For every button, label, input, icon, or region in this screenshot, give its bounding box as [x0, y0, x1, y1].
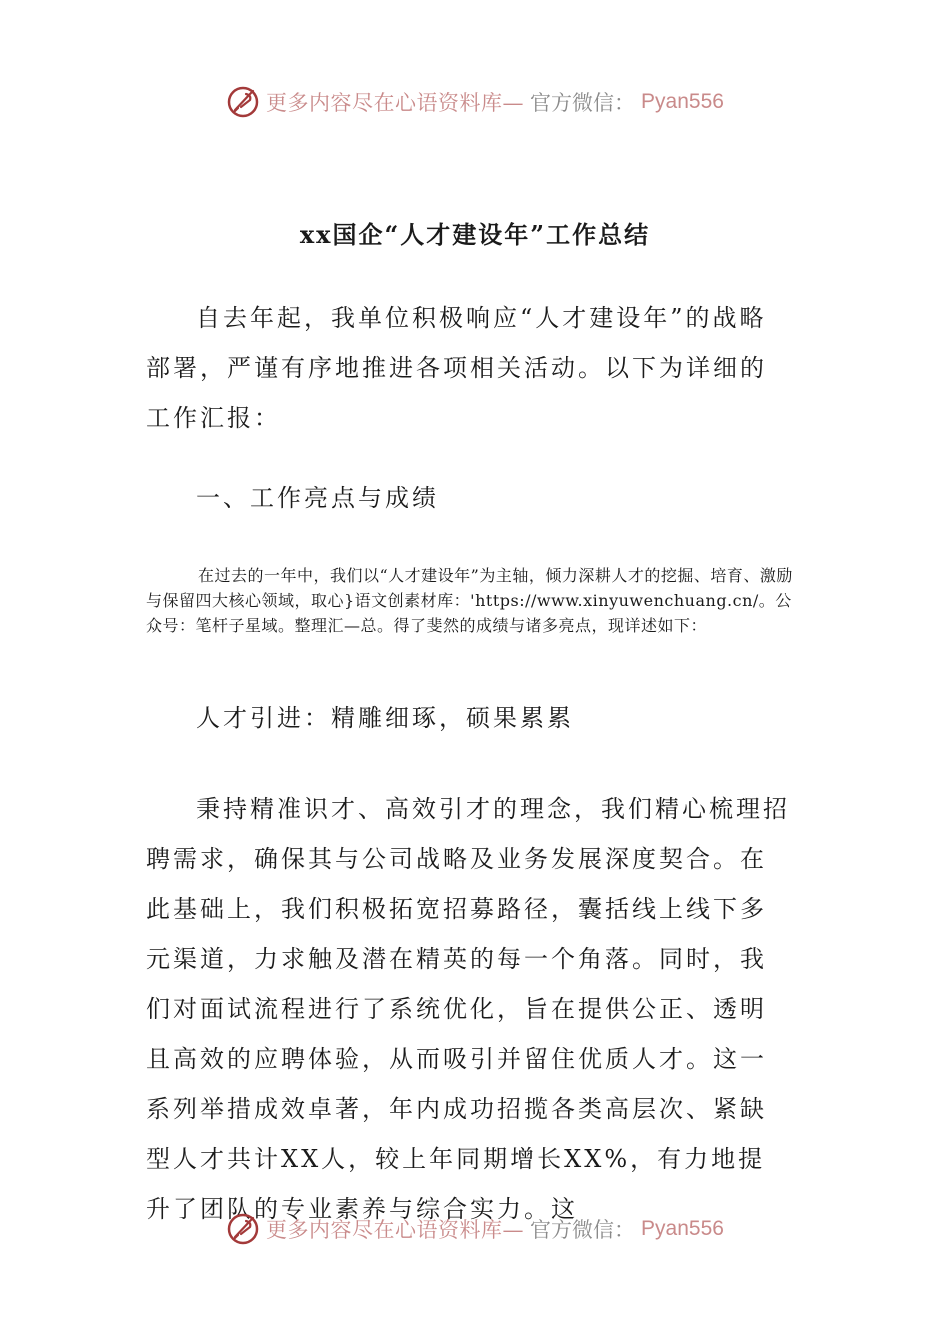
quill-logo-icon: [226, 85, 260, 119]
section-paragraph-achievements: 在过去的一年中，我们以“人才建设年”为主轴，倾力深耕人才的挖掘、培育、激励与保留四大核心领域，取心}语文创素材库：'https://www.xinyuwenchuang.cn/。公众号：笔杆子星域。整理汇—总。得了斐然的成绩与诸多亮点，现详述如下：: [146, 566, 793, 635]
banner-wechat-label: 官方微信：: [530, 1218, 636, 1242]
banner-wechat-id: Pyan556: [641, 90, 724, 113]
intro-paragraph: 自去年起，我单位积极响应“人才建设年”的战略部署，严谨有序地推进各项相关活动。以下为详细的工作汇报：: [146, 304, 767, 432]
subsection-heading-talent-introduction: 人才引进：精雕细琢，硕果累累: [196, 704, 574, 732]
banner-site-text: 更多内容尽在心语资料库—: [266, 1218, 525, 1242]
document-title: xx国企“人才建设年”工作总结: [299, 220, 651, 249]
banner-site-text: 更多内容尽在心语资料库—: [266, 91, 525, 115]
quill-logo-icon: [226, 1212, 260, 1246]
banner-wechat-label: 官方微信：: [530, 91, 636, 115]
header-watermark-banner: [0, 82, 950, 122]
banner-wechat-id: Pyan556: [641, 1217, 724, 1240]
subsection-paragraph-talent-introduction: 秉持精准识才、高效引才的理念，我们精心梳理招聘需求，确保其与公司战略及业务发展深度契合。在此基础上，我们积极拓宽招募路径，囊括线上线下多元渠道，力求触及潜在精英的每一个角落。同时，我们对面试流程进行了系统优化，旨在提供公正、透明且高效的应聘体验，从而吸引并留住优质人才。这一系列举措成效卓著，年内成功招揽各类高层次、紧缺型人才共计XX人，较上年同期增长XX%，有力地提升了团队的专业素养与综合实力。这: [146, 795, 790, 1223]
footer-watermark-banner: [0, 1209, 950, 1249]
section-heading-achievements: 一、工作亮点与成绩: [196, 484, 439, 512]
